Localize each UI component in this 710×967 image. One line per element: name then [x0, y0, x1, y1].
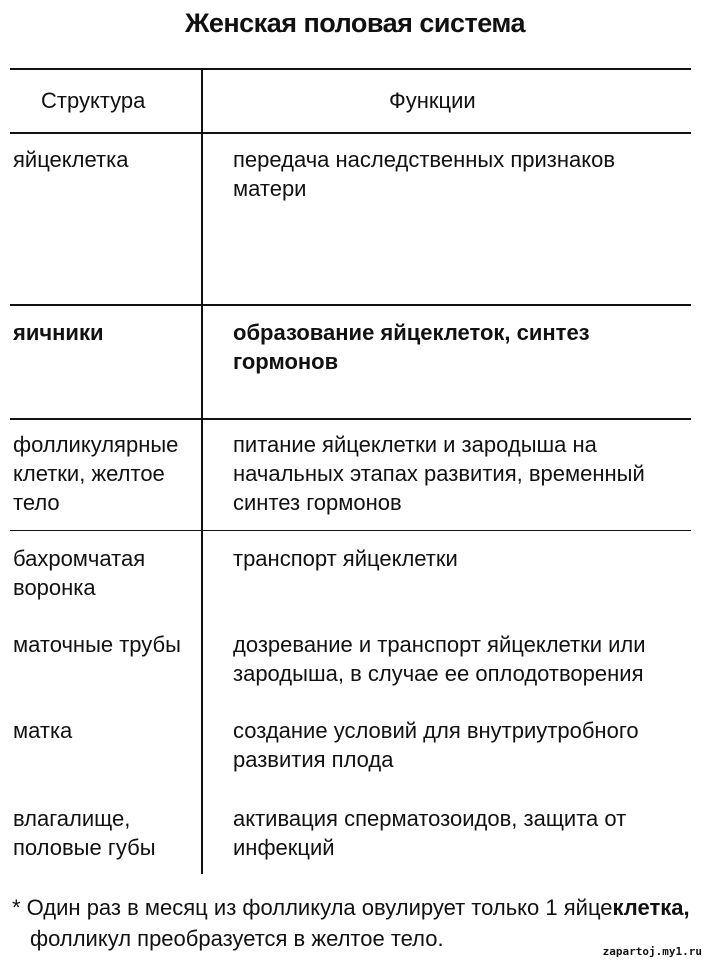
- footnote-line-1: * Один раз в месяц из фолликула овулирует только 1 яйце: [12, 895, 613, 920]
- header-functions: Функции: [389, 88, 476, 113]
- footnote-line-2: фолликул преобразуется в желтое тело.: [30, 926, 444, 951]
- row-divider: [10, 304, 691, 306]
- structure-function-table: [10, 68, 691, 874]
- row-divider: [10, 530, 691, 531]
- table-row-function: активация сперматозоидов, защита от инфекций: [233, 806, 627, 860]
- watermark: zapartoj.my1.ru: [602, 945, 702, 958]
- table-row-structure: матка: [13, 718, 73, 743]
- header-structure: Структура: [41, 88, 146, 113]
- table-row-function: передача наследственных признаков матери: [233, 147, 616, 201]
- table-row-function: образование яйцеклеток, синтез гормонов: [233, 320, 590, 374]
- table-row-function: транспорт яйцеклетки: [233, 546, 458, 571]
- table-row-function: дозревание и транспорт яйцеклетки или зародыша, в случае ее оплодотворения: [233, 632, 646, 686]
- row-divider: [10, 418, 691, 420]
- table-row-structure: влагалище, половые губы: [13, 806, 156, 860]
- header-bottom-border: [10, 132, 691, 134]
- page-title: Женская половая система: [184, 8, 526, 38]
- footnote: [12, 892, 702, 954]
- column-divider: [201, 68, 203, 874]
- table-row-structure: фолликулярные клетки, желтое тело: [13, 432, 179, 515]
- table-row-structure: маточные трубы: [13, 632, 181, 657]
- table-row-function: питание яйцеклетки и зародыша на начальных этапах развития, временный синтез гормонов: [233, 432, 645, 515]
- table-top-border: [10, 68, 691, 70]
- table-row-structure: бахромчатая воронка: [13, 546, 146, 600]
- table-row-structure: яичники: [13, 320, 104, 345]
- footnote-emphasis: клетка,: [612, 895, 690, 920]
- table-row-structure: яйцеклетка: [13, 147, 129, 172]
- table-row-function: создание условий для внутриутробного развития плода: [233, 718, 639, 772]
